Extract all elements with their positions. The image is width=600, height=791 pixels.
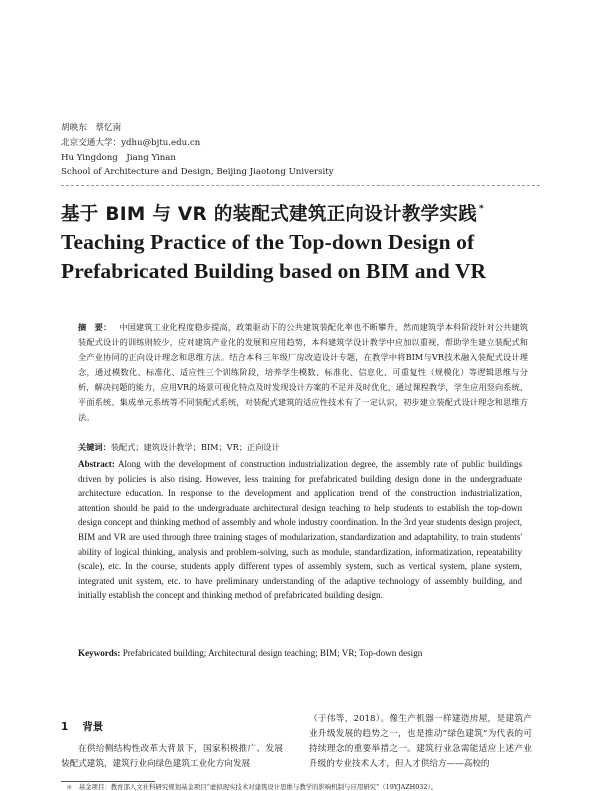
abstract-cn-text: 中国建筑工业化程度稳步提高，政策驱动下的公共建筑装配化率也不断攀升，然而建筑学本科阶段针对公共建筑装配式设计的训练则较少，应对建筑产业化的发展和应用趋势，本科建筑学设计教学中应加以重视，帮助学生建立装配式和全产业协同的正向设计理念和思维方法。结合本科三年级厂房改造设计专题，在教学中将BIM与VR技术融入装配式设计理念，通过模数化、标准化、适应性三个训练阶段，培养学生模数、标准化、信息化、可重复性（规模化）等逻辑思维与分析，解决问题的能力，应用VR的场景可视化特点及时发现设计方案的不足并及时优化，通过课程教学，学生应用竖向系统、平面系统、集成单元系统等不同装配式系统，对装配式建筑的适应性技术有了一定认识，初步建立装配式设计理念和思维方法。 <box>78 322 528 422</box>
abstract-cn-label: 摘 要： <box>78 322 112 332</box>
abstract-en-text: Along with the development of construction industrialization degree, the assembly rate of public buildings driven by policies is also rising. However, less training for prefabricated building design done in the undergraduate architecture education. In response to the development and application trend of the construction industrialization, attention should be paid to the undergraduate architectural design teaching to help students to establish the top-down design concept and thinking method of assembly and whole industry coordination. In the 3rd year students design project, BIM and VR are used through three training stages of modularization, standardization and adaptability, to train students' ability of logical thinking, analysis and problem-solving, such as module, standardization, informatization, repeatability (scale), etc. In the course, students apply different types of assembly system, such as vertical system, plane system, integrated unit system, etc. to have preliminary understanding of the adaptive technology of assembly building, and initially establish the concept and thinking method of prefabricated building design. <box>78 459 522 601</box>
title-cn <box>61 200 484 226</box>
section-number: 1 <box>61 721 69 733</box>
author-names-en: Hu Yingdong Jiang Yinan <box>61 152 176 163</box>
header-divider <box>61 185 540 186</box>
keywords-cn-label: 关键词： <box>78 442 111 452</box>
title-footnote-mark: * <box>479 204 485 214</box>
keywords-cn-text: 装配式；建筑设计教学；BIM；VR；正向设计 <box>110 442 280 452</box>
abstract-cn <box>78 320 528 425</box>
author-names-cn: 胡映东 蔡忆南 <box>61 123 122 133</box>
body-column-right: （于伟等，2018）。像生产机器一样建造房屋，是建筑产业升级发展的趋势之一，也是推动“绿色建筑”为代表的可持续理念的重要举措之一。建筑行业急需能适应上述产业升级的专业技术人才，但人才供给方——高校的 <box>309 714 532 769</box>
section-title: 背景 <box>82 721 104 733</box>
title-en: Teaching Practice of the Top-down Design of Prefabricated Building based on BIM and VR <box>61 230 487 283</box>
body-column-left: 在供给侧结构性改革大背景下，国家积极推广、发展装配式建筑，建筑行业向绿色建筑工业化方向发展 <box>61 744 283 769</box>
keywords-en-label: Keywords: <box>78 648 121 658</box>
author-affiliation-cn: 北京交通大学：ydhu@bjtu.edu.cn <box>61 137 201 148</box>
keywords-en-text: Prefabricated building; Architectural design teaching; BIM; VR; Top-down design <box>122 648 423 658</box>
author-affiliation-en: School of Architecture and Design, Beijing Jiaotong University <box>61 167 334 178</box>
section-heading <box>61 719 103 734</box>
author-block <box>61 121 334 180</box>
abstract-en <box>78 457 522 603</box>
keywords-en <box>78 648 422 658</box>
title-cn-text: 基于 BIM 与 VR 的装配式建筑正向设计教学实践 <box>61 204 478 225</box>
footnote: ＊ 基金项目：教育部人文社科研究规划基金项目“虚拟现实技术对建筑设计思维与教学的影响机制与应用研究”（19YJAZH032）。 <box>66 783 437 791</box>
abstract-en-label: Abstract: <box>78 459 115 469</box>
keywords-cn <box>78 442 280 453</box>
